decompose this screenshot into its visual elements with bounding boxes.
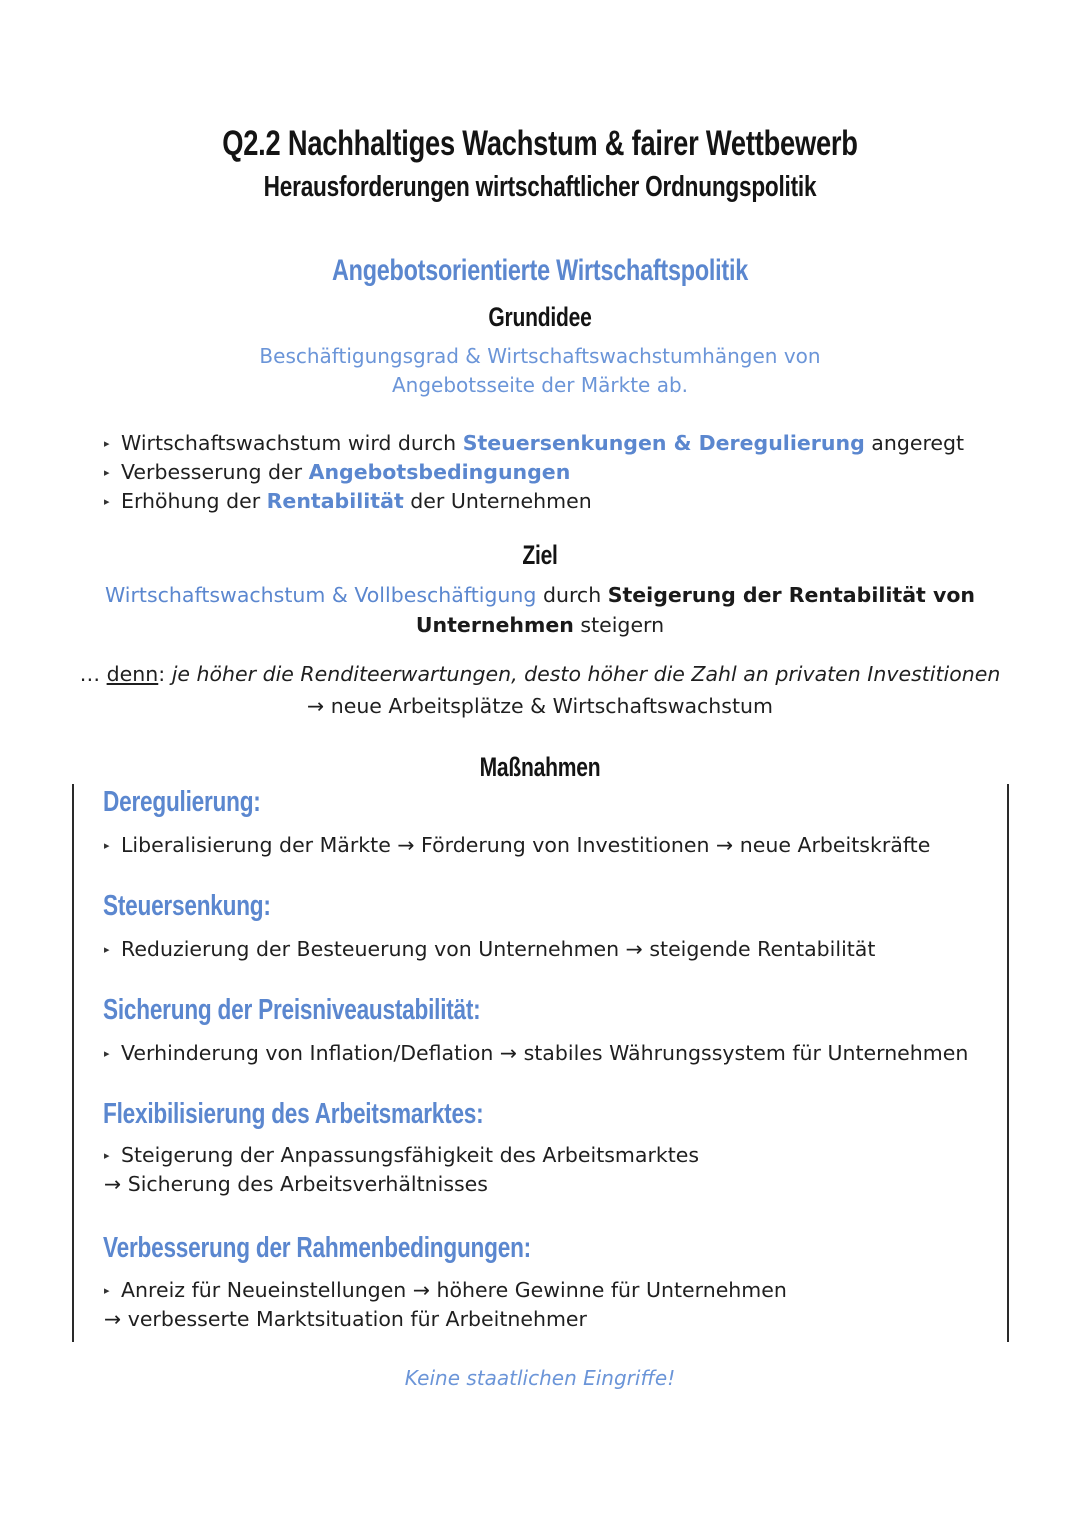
ziel-bold: Unternehmen xyxy=(415,613,574,637)
bullet-highlight: Steuersenkungen & Deregulierung xyxy=(462,431,865,455)
bullet-highlight: Rentabilität xyxy=(266,489,404,513)
frame-right-line xyxy=(1007,784,1009,1342)
denn-result: → neue Arbeitsplätze & Wirtschaftswachstum xyxy=(307,694,773,718)
list-item: ▸ Steigerung der Anpassungsfähigkeit des Arbeitsmarktes xyxy=(104,1141,699,1170)
ziel-heading: Ziel xyxy=(522,540,558,570)
bullet-highlight: Angebotsbedingungen xyxy=(308,460,571,484)
measure-list-steuersenkung xyxy=(104,935,875,964)
footer-note: Keine staatlichen Eingriffe! xyxy=(404,1366,676,1390)
denn-word: denn xyxy=(106,662,159,686)
measure-followup-rahmenbedingungen: → verbesserte Marktsituation für Arbeitnehmer xyxy=(104,1307,587,1331)
denn-prefix: … xyxy=(79,662,107,686)
denn-line xyxy=(0,662,1080,686)
measure-list-deregulierung xyxy=(104,831,930,860)
grundidee-text-line2: Angebotsseite der Märkte ab. xyxy=(391,373,689,397)
list-item: ▸ Liberalisierung der Märkte → Förderung von Investitionen → neue Arbeitskräfte xyxy=(104,831,930,860)
measure-heading-preisniveaustabilitaet: Sicherung der Preisniveaustabilität: xyxy=(103,994,481,1026)
grundidee-text-line1: Beschäftigungsgrad & Wirtschaftswachstumhängen von xyxy=(259,344,821,368)
frame-left-line xyxy=(72,784,74,1342)
ziel-text-line2 xyxy=(0,613,1080,637)
denn-explanation: je höher die Renditeerwartungen, desto höher die Zahl an privaten Investitionen xyxy=(171,662,1001,686)
measure-list-arbeitsmarkt xyxy=(104,1141,699,1170)
measure-followup-arbeitsmarkt: → Sicherung des Arbeitsverhältnisses xyxy=(104,1172,488,1196)
bullet-text: Wirtschaftswachstum wird durch xyxy=(121,431,463,455)
measure-list-preisniveaustabilitaet xyxy=(104,1039,968,1068)
bullet-text: der Unternehmen xyxy=(403,489,592,513)
list-item xyxy=(104,458,964,487)
measure-heading-steuersenkung: Steuersenkung: xyxy=(103,890,271,922)
denn-colon: : xyxy=(158,662,172,686)
massnahmen-heading: Maßnahmen xyxy=(479,752,601,782)
page-title: Q2.2 Nachhaltiges Wachstum & fairer Wettbewerb xyxy=(222,124,858,163)
measure-heading-rahmenbedingungen: Verbesserung der Rahmenbedingungen: xyxy=(103,1232,531,1264)
ziel-text-line1 xyxy=(0,583,1080,607)
measure-heading-arbeitsmarkt: Flexibilisierung des Arbeitsmarktes: xyxy=(103,1098,484,1130)
list-item: ▸ Verhinderung von Inflation/Deflation → stabiles Währungssystem für Unternehmen xyxy=(104,1039,968,1068)
measure-heading-deregulierung: Deregulierung: xyxy=(103,786,261,818)
list-item: ▸ Anreiz für Neueinstellungen → höhere Gewinne für Unternehmen xyxy=(104,1276,787,1305)
list-item xyxy=(104,429,964,458)
list-item xyxy=(104,487,964,516)
list-item: ▸ Reduzierung der Besteuerung von Unternehmen → steigende Rentabilität xyxy=(104,935,875,964)
ziel-bold: Steigerung der Rentabilität von xyxy=(607,583,976,607)
measure-list-rahmenbedingungen xyxy=(104,1276,787,1305)
grundidee-heading: Grundidee xyxy=(488,302,592,332)
ziel-rest: steigern xyxy=(573,613,665,637)
bullet-text: angeregt xyxy=(864,431,965,455)
ziel-highlight: Wirtschaftswachstum & Vollbeschäftigung xyxy=(104,583,537,607)
bullet-text: Erhöhung der xyxy=(121,489,267,513)
ziel-connector: durch xyxy=(536,583,608,607)
bullet-text: Verbesserung der xyxy=(121,460,309,484)
page-subtitle: Herausforderungen wirtschaftlicher Ordnungspolitik xyxy=(263,171,817,203)
section-heading: Angebotsorientierte Wirtschaftspolitik xyxy=(331,254,749,287)
grundidee-bullet-list xyxy=(104,429,964,516)
